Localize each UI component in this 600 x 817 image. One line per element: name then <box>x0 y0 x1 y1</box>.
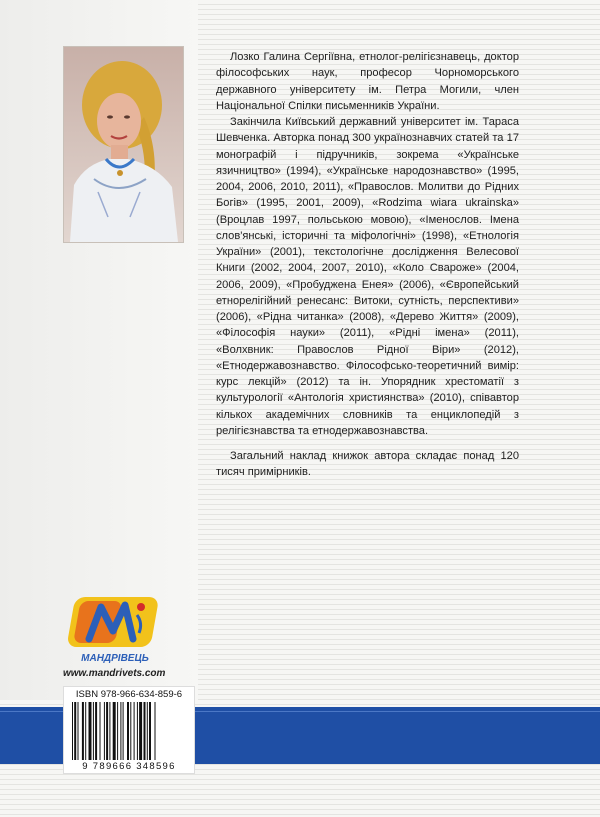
barcode-bar <box>109 702 110 760</box>
barcode-bar <box>74 702 76 760</box>
bio-paragraph: Лозко Галина Сергіївна, етнолог-релігієзнавець, доктор філософських наук, професор Чорноморського державного університету ім. Петра Могили, член Національної Спілки письменників України. <box>216 51 519 112</box>
barcode-bar <box>123 702 124 760</box>
bio-paragraph: Загальний наклад книжок автора складає понад 120 тисяч примірників. <box>216 450 519 479</box>
barcode-bar <box>89 702 92 760</box>
barcode-bars <box>72 702 186 760</box>
barcode-bar <box>78 702 79 760</box>
author-photo <box>63 46 184 243</box>
author-bio <box>216 49 519 481</box>
barcode-bar <box>134 702 135 760</box>
barcode-bar <box>144 702 146 760</box>
barcode-bar <box>149 702 151 760</box>
barcode-bar <box>137 702 138 760</box>
publisher-website: www.mandrivets.com <box>63 668 166 679</box>
publisher-logo <box>63 587 173 667</box>
barcode-bar <box>95 702 97 760</box>
barcode-bar <box>130 702 131 760</box>
barcode <box>63 686 195 774</box>
barcode-number: 9 789666 348596 <box>82 761 176 772</box>
barcode-bar <box>113 702 116 760</box>
barcode-bar <box>72 702 73 760</box>
bio-paragraph: Закінчила Київський державний університет ім. Тараса Шевченка. Авторка понад 300 українознавчих статей та 17 монографій і підручників, зокрема «Українське язичництво» (1994), «Українське народознавство» (1995, 2004, 2006, 2010, 2011), «Правослов. Молитви до Рідних Богів» (1995, 2001, 2009), «Rodzima wiara ukrainska» (Вроцлав 1997, польською мовою), «Іменослов. Імена слов'янські, історичні та міфологічні» (1998), «Етнологія України» (2001), текстологічне дослідження Велесової Книги (2002, 2004, 2007, 2010), «Коло Свароже» (2004, 2006, 2009), «Пробуджена Енея» (2006), «Європейський етнорелігійний ренесанс: Витоки, сутність, перспективи» (2006), «Рідна читанка» (2008), «Дерево Життя» (2009), «Філософія науки» (2011), «Рідні імена» (2011), «Волхвник: Правослов Рідної Віри» (2012), «Етнодержавознавство. Філософсько-теоретичний вимір: курс лекцій» (2012) та ін. Упорядник хрестоматії з культурології «Антологія християнства» (2010), співавтор кількох академічних словників та енциклопедій з релігієзнавства та етнодержавознавства. <box>216 116 519 437</box>
barcode-bar <box>100 702 101 760</box>
isbn-label: ISBN 978-966-634-859-6 <box>75 689 183 700</box>
barcode-bar <box>82 702 84 760</box>
barcode-bar <box>147 702 148 760</box>
barcode-bar <box>127 702 129 760</box>
barcode-bar <box>85 702 86 760</box>
barcode-bar <box>93 702 94 760</box>
barcode-bar <box>106 702 108 760</box>
barcode-bar <box>104 702 105 760</box>
barcode-bar <box>117 702 118 760</box>
barcode-bar <box>139 702 142 760</box>
barcode-bar <box>120 702 121 760</box>
barcode-bar <box>155 702 156 760</box>
publisher-logo-text: МАНДРІВЕЦЬ <box>81 653 149 664</box>
